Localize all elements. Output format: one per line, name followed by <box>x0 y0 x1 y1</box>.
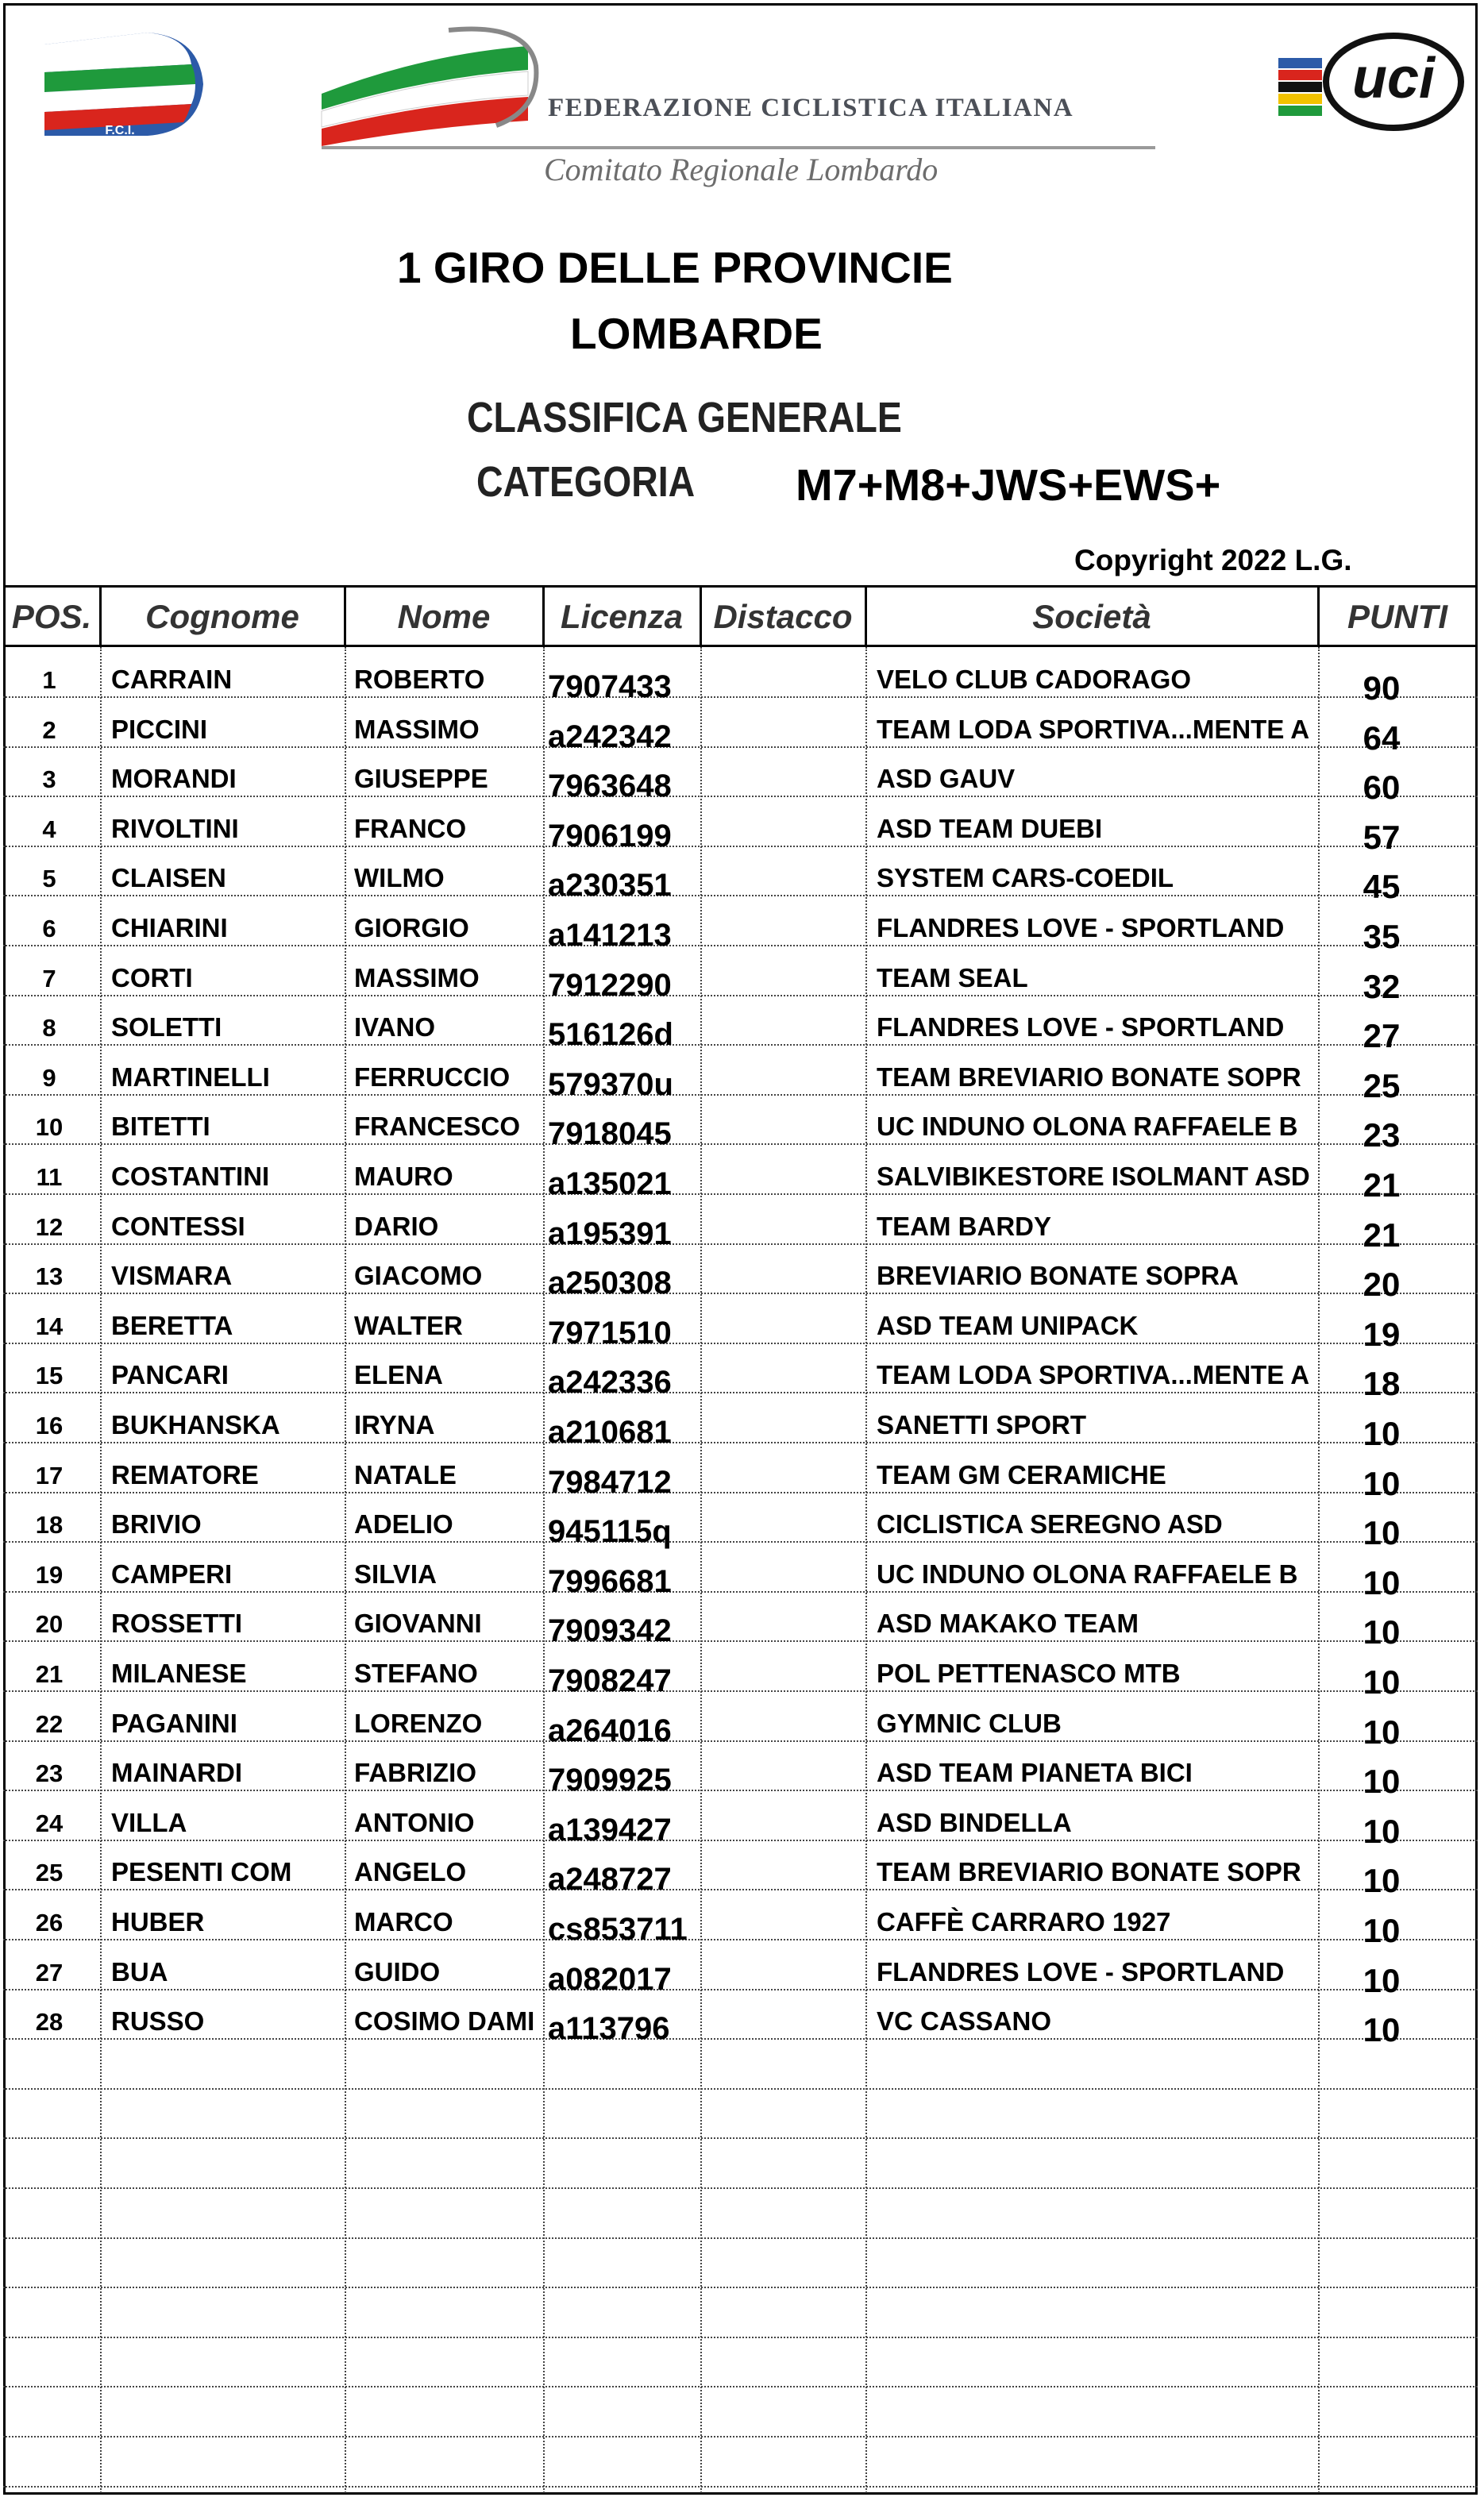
cell-points: 45 <box>1363 868 1401 906</box>
cell-name: DARIO <box>354 1211 439 1241</box>
table-row <box>3 2090 1478 2139</box>
cell-license: a139427 <box>548 1812 672 1848</box>
table-row <box>3 1792 1478 1850</box>
cell-points: 10 <box>1363 1961 1401 1999</box>
header-nome: Nome <box>397 598 491 635</box>
cell-surname: CLAISEN <box>111 863 226 893</box>
cell-surname: VISMARA <box>111 1261 233 1291</box>
table-row <box>3 847 1478 906</box>
cell-team: ASD MAKAKO TEAM <box>877 1609 1139 1639</box>
cell-points: 10 <box>1363 1464 1401 1502</box>
cell-name: LORENZO <box>354 1708 483 1738</box>
cell-team: SYSTEM CARS-COEDIL <box>877 863 1174 893</box>
cell-surname: RUSSO <box>111 2006 205 2037</box>
cell-points: 10 <box>1363 1862 1401 1900</box>
cell-team: FLANDRES LOVE - SPORTLAND <box>877 1012 1285 1042</box>
cell-surname: CORTI <box>111 962 193 992</box>
cell-surname: CARRAIN <box>111 665 233 694</box>
header-divider <box>1317 585 1320 646</box>
cell-points: 23 <box>1363 1116 1401 1154</box>
table-row <box>3 1493 1478 1552</box>
cell-license: a230351 <box>548 868 672 904</box>
cell-pos: 16 <box>35 1412 64 1439</box>
cell-surname: HUBER <box>111 1907 205 1936</box>
cell-points: 10 <box>1363 1812 1401 1850</box>
header-punti: PUNTI <box>1347 598 1447 635</box>
cell-license: a141213 <box>548 918 672 953</box>
cell-license: a242336 <box>548 1365 672 1401</box>
cell-name: MAURO <box>354 1162 453 1191</box>
cell-license: 7909342 <box>548 1613 672 1649</box>
cell-pos: 24 <box>35 1809 64 1837</box>
cell-surname: BUKHANSKA <box>111 1410 280 1439</box>
cell-name: SILVIA <box>354 1559 437 1589</box>
cell-team: TEAM BREVIARIO BONATE SOPR <box>877 1062 1301 1092</box>
cell-name: STEFANO <box>354 1659 478 1688</box>
cell-name: ADELIO <box>354 1509 453 1540</box>
cell-surname: BUA <box>111 1956 168 1987</box>
cell-surname: PESENTI COM <box>111 1857 292 1887</box>
table-row <box>3 1990 1478 2049</box>
table-row <box>3 699 1478 757</box>
cell-surname: SOLETTI <box>111 1012 222 1042</box>
federation-name: FEDERAZIONE CICLISTICA ITALIANA <box>548 94 1074 122</box>
table-row <box>3 1444 1478 1502</box>
cell-surname: MAINARDI <box>111 1758 242 1788</box>
cell-points: 32 <box>1363 967 1401 1005</box>
table-row <box>3 1693 1478 1751</box>
cell-pos: 18 <box>35 1511 64 1540</box>
table-row <box>3 2438 1478 2488</box>
header-divider <box>99 585 102 646</box>
table-row <box>3 649 1478 707</box>
cell-pos: 8 <box>42 1014 56 1042</box>
table-row <box>3 2338 1478 2387</box>
table-row <box>3 1096 1478 1154</box>
cell-license: a113796 <box>548 2011 670 2047</box>
cell-points: 21 <box>1363 1166 1401 1204</box>
cell-pos: 26 <box>35 1909 64 1936</box>
cell-pos: 1 <box>42 666 56 694</box>
table-row <box>3 1891 1478 1949</box>
cell-pos: 5 <box>42 865 56 893</box>
cell-points: 10 <box>1363 1713 1401 1751</box>
cell-name: NATALE <box>354 1459 457 1489</box>
cell-pos: 2 <box>42 715 56 744</box>
table-row <box>3 897 1478 955</box>
cell-license: 7996681 <box>548 1563 672 1599</box>
cell-team: FLANDRES LOVE - SPORTLAND <box>877 913 1285 942</box>
cell-license: 7906199 <box>548 818 672 854</box>
cell-pos: 25 <box>35 1859 64 1887</box>
cell-surname: RIVOLTINI <box>111 813 239 843</box>
cell-team: TEAM LODA SPORTIVA...MENTE A <box>877 1360 1310 1390</box>
table-row <box>3 1643 1478 1701</box>
cell-name: IRYNA <box>354 1410 435 1439</box>
cell-team: TEAM LODA SPORTIVA...MENTE A <box>877 714 1310 744</box>
cell-name: GIACOMO <box>354 1261 483 1291</box>
cell-surname: PICCINI <box>111 714 208 744</box>
cell-points: 18 <box>1363 1365 1401 1403</box>
uci-logo-text: uci <box>1351 47 1436 110</box>
cell-surname: BERETTA <box>111 1310 233 1340</box>
cell-license: a250308 <box>548 1266 672 1301</box>
cell-team: TEAM GM CERAMICHE <box>877 1459 1166 1489</box>
cell-license: a135021 <box>548 1166 672 1201</box>
table-header-rule <box>3 645 1478 647</box>
table-row <box>3 2239 1478 2288</box>
cell-team: CICLISTICA SEREGNO ASD <box>877 1509 1223 1540</box>
table-row <box>3 996 1478 1055</box>
cell-surname: CHIARINI <box>111 913 228 942</box>
cell-points: 60 <box>1363 769 1401 807</box>
cell-pos: 13 <box>35 1262 64 1291</box>
cell-points: 10 <box>1363 1912 1401 1949</box>
table-row <box>3 2388 1478 2437</box>
cell-points: 10 <box>1363 2011 1401 2049</box>
cell-surname: COSTANTINI <box>111 1162 270 1191</box>
cell-points: 57 <box>1363 818 1401 856</box>
cell-name: COSIMO DAMI <box>354 2006 535 2037</box>
copyright-notice: Copyright 2022 L.G. <box>1074 544 1352 576</box>
table-row <box>3 798 1478 856</box>
table-row <box>3 1295 1478 1353</box>
cell-surname: CAMPERI <box>111 1559 233 1589</box>
cell-name: ROBERTO <box>354 665 485 694</box>
table-row <box>3 1394 1478 1452</box>
cell-pos: 3 <box>42 765 56 794</box>
cell-license: a264016 <box>548 1713 672 1748</box>
cell-license: a195391 <box>548 1216 672 1251</box>
cell-name: FRANCO <box>354 813 467 843</box>
cell-surname: MILANESE <box>111 1659 247 1688</box>
table-row <box>3 1742 1478 1801</box>
cell-surname: REMATORE <box>111 1459 259 1489</box>
cell-pos: 7 <box>42 964 56 992</box>
cell-name: GUIDO <box>354 1956 441 1987</box>
table-row <box>3 947 1478 1005</box>
cell-surname: VILLA <box>111 1807 187 1837</box>
cell-team: GYMNIC CLUB <box>877 1708 1062 1738</box>
header-licenza: Licenza <box>560 598 684 635</box>
cell-team: VELO CLUB CADORAGO <box>877 665 1191 694</box>
cell-surname: ROSSETTI <box>111 1609 243 1639</box>
cell-pos: 20 <box>35 1610 64 1639</box>
table-row <box>3 1146 1478 1204</box>
header-distacco: Distacco <box>713 598 853 635</box>
event-title-line1: 1 GIRO DELLE PROVINCIE <box>397 243 953 292</box>
cell-pos: 23 <box>35 1759 64 1788</box>
cell-name: WILMO <box>354 863 445 893</box>
table-row <box>3 1841 1478 1900</box>
ranking-title: CLASSIFICA GENERALE <box>467 394 902 441</box>
category-label: CATEGORIA <box>476 458 696 506</box>
cell-points: 10 <box>1363 1563 1401 1601</box>
cell-points: 21 <box>1363 1216 1401 1254</box>
header-divider <box>700 585 702 646</box>
cell-pos: 4 <box>42 815 56 843</box>
cell-team: BREVIARIO BONATE SOPRA <box>877 1261 1239 1291</box>
fci-logo <box>29 29 211 140</box>
cell-name: MARCO <box>354 1907 453 1936</box>
cell-points: 10 <box>1363 1613 1401 1651</box>
table-row <box>3 748 1478 807</box>
cell-name: WALTER <box>354 1310 463 1340</box>
cell-name: GIORGIO <box>354 913 469 942</box>
fci-logo-text: F.C.I. <box>105 124 135 137</box>
cell-team: CAFFÈ CARRARO 1927 <box>877 1907 1171 1936</box>
cell-points: 64 <box>1363 719 1401 757</box>
cell-name: MASSIMO <box>354 962 480 992</box>
cell-surname: CONTESSI <box>111 1211 245 1241</box>
table-row <box>3 1046 1478 1104</box>
header-divider <box>865 585 867 646</box>
cell-license: cs853711 <box>548 1912 688 1947</box>
cell-surname: BITETTI <box>111 1112 210 1142</box>
cell-pos: 9 <box>42 1063 56 1092</box>
cell-team: ASD BINDELLA <box>877 1807 1072 1837</box>
cell-pos: 11 <box>36 1163 63 1191</box>
header-societa: Società <box>1032 598 1151 635</box>
cell-pos: 28 <box>35 2008 64 2037</box>
table-row <box>3 2190 1478 2239</box>
cell-pos: 21 <box>35 1660 64 1688</box>
cell-points: 10 <box>1363 1415 1401 1452</box>
cell-points: 27 <box>1363 1017 1401 1055</box>
table-row <box>3 1344 1478 1403</box>
cell-points: 10 <box>1363 1663 1401 1701</box>
cell-license: 579370u <box>548 1066 673 1102</box>
table-row <box>3 2040 1478 2090</box>
cell-team: SALVIBIKESTORE ISOLMANT ASD <box>877 1162 1310 1191</box>
cell-name: GIOVANNI <box>354 1609 482 1639</box>
cell-license: 7908247 <box>548 1663 672 1698</box>
cell-name: GIUSEPPE <box>354 764 488 794</box>
cell-points: 35 <box>1363 918 1401 955</box>
cell-license: 7984712 <box>548 1464 672 1500</box>
cell-team: UC INDUNO OLONA RAFFAELE B <box>877 1559 1298 1589</box>
cell-name: ELENA <box>354 1360 443 1390</box>
table-row <box>3 1196 1478 1254</box>
table-row <box>3 1593 1478 1651</box>
cell-pos: 10 <box>35 1113 64 1142</box>
cell-name: ANTONIO <box>354 1807 475 1837</box>
cell-license: 7909925 <box>548 1763 672 1798</box>
cell-surname: MORANDI <box>111 764 237 794</box>
cell-pos: 27 <box>35 1958 64 1987</box>
category-value: M7+M8+JWS+EWS+ <box>796 460 1221 510</box>
cell-points: 20 <box>1363 1266 1401 1304</box>
cell-license: 7912290 <box>548 967 672 1003</box>
cell-points: 90 <box>1363 669 1401 707</box>
header-cognome: Cognome <box>145 598 299 635</box>
regional-committee: Comitato Regionale Lombardo <box>544 152 939 187</box>
header-divider <box>542 585 545 646</box>
header-pos: POS. <box>11 598 92 635</box>
cell-team: VC CASSANO <box>877 2006 1052 2037</box>
cell-pos: 19 <box>35 1560 64 1589</box>
uci-logo <box>1274 30 1465 137</box>
table-row <box>3 1245 1478 1304</box>
cell-team: FLANDRES LOVE - SPORTLAND <box>877 1956 1285 1987</box>
cell-team: UC INDUNO OLONA RAFFAELE B <box>877 1112 1298 1142</box>
cell-team: TEAM SEAL <box>877 962 1028 992</box>
cell-team: SANETTI SPORT <box>877 1410 1087 1439</box>
event-title-line2: LOMBARDE <box>570 309 823 358</box>
table-row <box>3 1543 1478 1601</box>
table-row <box>3 2289 1478 2338</box>
cell-license: 7918045 <box>548 1116 672 1152</box>
cell-license: 7963648 <box>548 769 672 804</box>
cell-license: 945115q <box>548 1514 672 1550</box>
cell-points: 10 <box>1363 1514 1401 1552</box>
cell-license: a082017 <box>548 1961 672 1997</box>
cell-pos: 12 <box>35 1212 64 1241</box>
cell-name: MASSIMO <box>354 714 480 744</box>
cell-pos: 14 <box>35 1312 64 1340</box>
cell-surname: PANCARI <box>111 1360 229 1390</box>
cell-name: ANGELO <box>354 1857 467 1887</box>
cell-surname: MARTINELLI <box>111 1062 270 1092</box>
cell-pos: 22 <box>35 1709 64 1738</box>
cell-points: 19 <box>1363 1315 1401 1353</box>
table-top-rule <box>3 585 1478 588</box>
cell-license: a242342 <box>548 719 672 754</box>
table-row <box>3 2140 1478 2189</box>
cell-team: POL PETTENASCO MTB <box>877 1659 1181 1688</box>
cell-license: 516126d <box>548 1017 673 1053</box>
cell-license: 7907433 <box>548 669 672 704</box>
cell-pos: 6 <box>42 915 56 942</box>
cell-license: a210681 <box>548 1415 672 1450</box>
cell-name: FABRIZIO <box>354 1758 476 1788</box>
cell-name: FERRUCCIO <box>354 1062 511 1092</box>
cell-team: ASD GAUV <box>877 764 1016 794</box>
cell-team: ASD TEAM PIANETA BICI <box>877 1758 1193 1788</box>
cell-surname: PAGANINI <box>111 1708 237 1738</box>
header-divider <box>344 585 346 646</box>
cell-team: TEAM BREVIARIO BONATE SOPR <box>877 1857 1301 1887</box>
cell-name: FRANCESCO <box>354 1112 521 1142</box>
cell-pos: 15 <box>35 1362 64 1390</box>
cell-license: 7971510 <box>548 1315 672 1351</box>
cell-points: 10 <box>1363 1763 1401 1801</box>
cell-team: TEAM BARDY <box>877 1211 1051 1241</box>
cell-name: IVANO <box>354 1012 436 1042</box>
table-row <box>3 1941 1478 1999</box>
cell-team: ASD TEAM DUEBI <box>877 813 1103 843</box>
cell-pos: 17 <box>35 1461 64 1489</box>
cell-points: 25 <box>1363 1066 1401 1104</box>
cell-team: ASD TEAM UNIPACK <box>877 1310 1139 1340</box>
cell-surname: BRIVIO <box>111 1509 202 1540</box>
cell-license: a248727 <box>548 1862 672 1898</box>
